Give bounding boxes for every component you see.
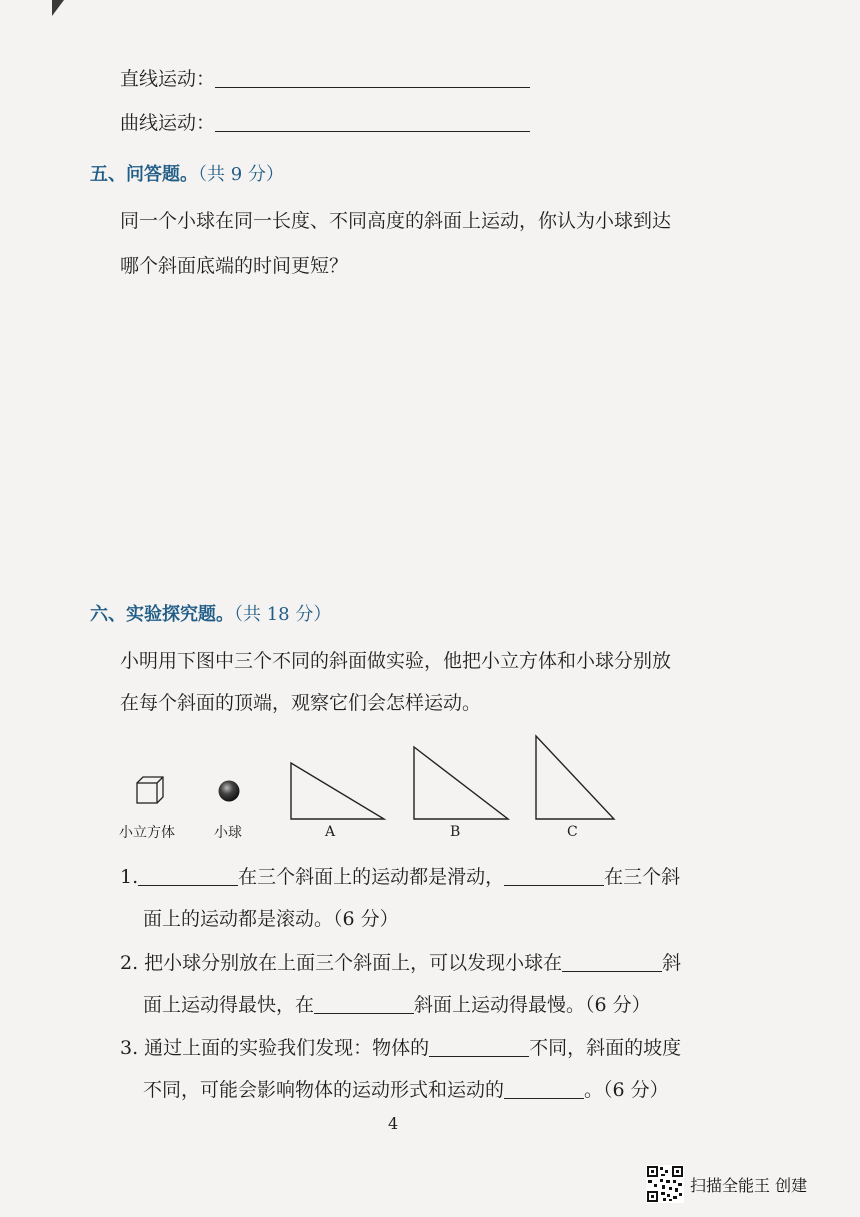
slope-a-label: A bbox=[325, 824, 336, 840]
question2-line2-end: 斜面上运动得最慢。（6 分） bbox=[414, 994, 651, 1016]
slope-c-label: C bbox=[567, 824, 578, 840]
question1-text-end: 在三个斜 bbox=[604, 866, 681, 888]
page-number: 4 bbox=[388, 1114, 399, 1133]
ball-label: 小球 bbox=[214, 825, 242, 841]
question3-line2-end: 。（6 分） bbox=[584, 1079, 669, 1101]
curved-motion-label: 曲线运动： bbox=[120, 112, 216, 134]
question3-line1 bbox=[120, 1035, 681, 1061]
question2-text: 2. 把小球分别放在上面三个斜面上，可以发现小球在 bbox=[120, 952, 563, 974]
answer-blank[interactable] bbox=[138, 865, 238, 886]
section6-intro-line1: 小明用下图中三个不同的斜面做实验，他把小立方体和小球分别放 bbox=[120, 650, 672, 672]
question2-line2 bbox=[143, 992, 651, 1018]
slope-b-label: B bbox=[450, 824, 461, 840]
straight-motion-label: 直线运动： bbox=[120, 68, 216, 90]
question3-line2 bbox=[143, 1077, 669, 1103]
question3-text-end: 不同，斜面的坡度 bbox=[529, 1037, 682, 1059]
cube-label: 小立方体 bbox=[119, 825, 175, 841]
section6-score: （共 18 分） bbox=[234, 604, 332, 625]
question1-line1 bbox=[120, 864, 680, 890]
section5-title-text: 五、问答题。 bbox=[90, 164, 198, 185]
section5-score: （共 9 分） bbox=[198, 164, 284, 185]
slope-a-triangle bbox=[291, 763, 384, 819]
section5-question-line2: 哪个斜面底端的时间更短？ bbox=[120, 255, 349, 277]
question3-text: 3. 通过上面的实验我们发现：物体的 bbox=[120, 1037, 430, 1059]
slope-c-triangle bbox=[536, 736, 614, 819]
answer-blank[interactable] bbox=[314, 993, 414, 1014]
section6-intro-line2: 在每个斜面的顶端，观察它们会怎样运动。 bbox=[120, 692, 482, 714]
question2-text-end: 斜 bbox=[662, 952, 682, 974]
ball-icon bbox=[219, 781, 240, 802]
question2-line2-text: 面上运动得最快，在 bbox=[143, 994, 315, 1016]
answer-blank[interactable] bbox=[504, 1078, 584, 1099]
cube-icon bbox=[137, 777, 163, 803]
slope-b-triangle bbox=[414, 747, 508, 819]
answer-blank[interactable] bbox=[504, 865, 604, 886]
question2-line1 bbox=[120, 950, 681, 976]
section6-title-text: 六、实验探究题。 bbox=[90, 604, 234, 625]
answer-blank[interactable] bbox=[562, 951, 662, 972]
question1-line2: 面上的运动都是滚动。（6 分） bbox=[143, 908, 399, 930]
question1-number: 1. bbox=[120, 866, 139, 888]
scanner-watermark: 扫描全能王 创建 bbox=[690, 1176, 808, 1195]
answer-blank[interactable] bbox=[429, 1036, 529, 1057]
question1-text: 在三个斜面上的运动都是滑动， bbox=[238, 866, 505, 888]
qr-code-icon bbox=[646, 1165, 684, 1203]
section5-question-line1: 同一个小球在同一长度、不同高度的斜面上运动，你认为小球到达 bbox=[120, 210, 672, 232]
question3-line2-text: 不同，可能会影响物体的运动形式和运动的 bbox=[143, 1079, 505, 1101]
